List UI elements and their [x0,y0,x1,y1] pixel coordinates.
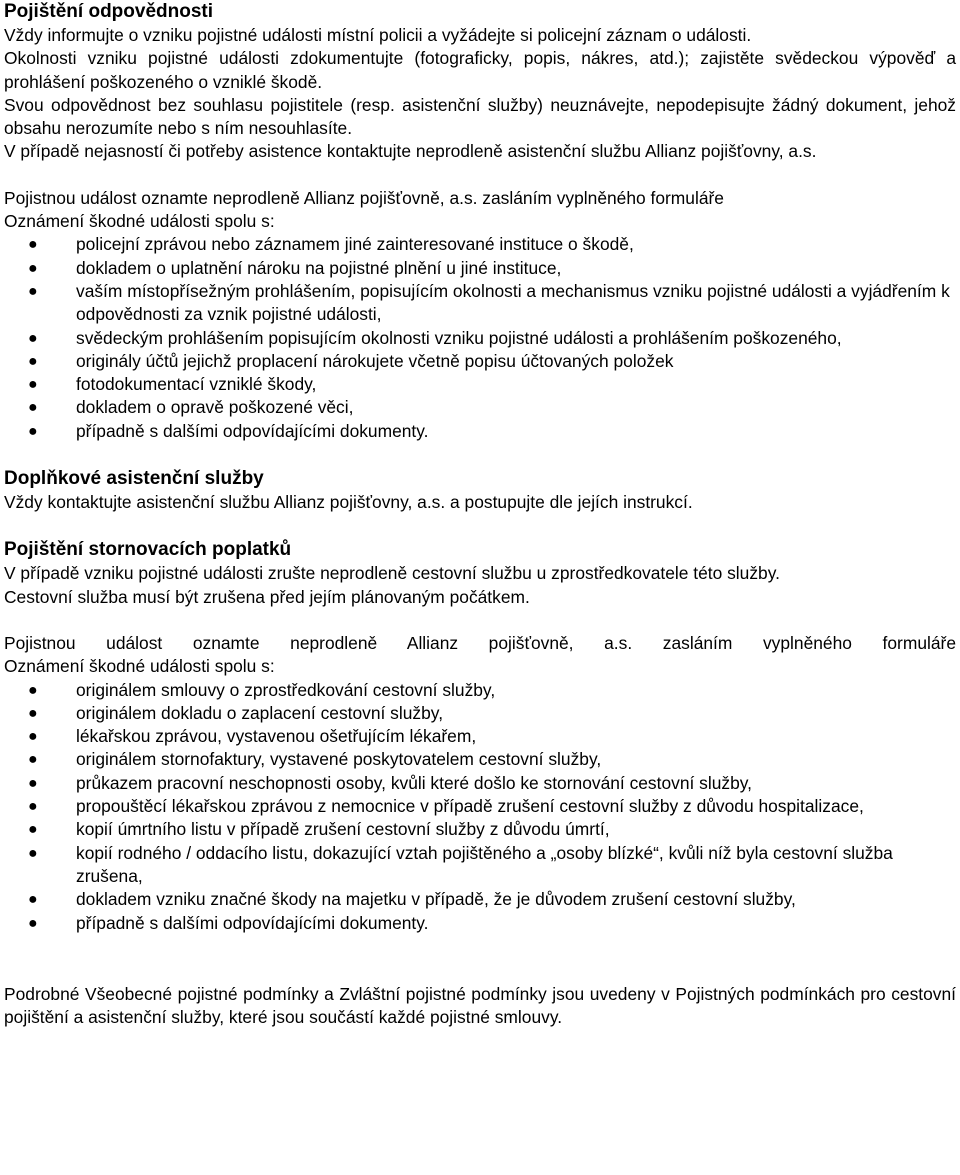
bullet-icon: ● [28,704,38,722]
list-item-text: policejní zprávou nebo záznamem jiné zainteresované instituce o škodě, [76,234,634,255]
document-list-cancellation [4,679,956,935]
spacer [4,514,956,538]
bullet-icon: ● [28,891,38,909]
paragraph: Vždy kontaktujte asistenční službu Allianz pojišťovny, a.s. a postupujte dle jejích instrukcí. [4,492,693,513]
section-title-liability: Pojištění odpovědnosti [4,1,214,22]
footer-note: Podrobné Všeobecné pojistné podmínky a Zvláštní pojistné podmínky jsou uvedeny v Pojistných podmínkách pro cestovní pojištění a asistenční služby, které jsou součástí každé pojistné smlouvy. [4,983,956,1028]
bullet-icon: ● [28,914,38,932]
list-item [4,327,956,350]
paragraph: V případě vzniku pojistné události zrušte neprodleně cestovní službu u zprostředkovatele této služby. [4,563,780,584]
list-item-text: kopií úmrtního listu v případě zrušení cestovní služby z důvodu úmrtí, [76,819,610,840]
bullet-icon: ● [28,751,38,769]
list-item [4,772,956,795]
paragraph: Okolnosti vzniku pojistné události zdokumentujte (fotograficky, popis, nákres, atd.); zajistěte svědeckou výpověď a prohlášení poškozeného o vzniklé škodě. [4,48,956,92]
list-item-text: dokladem o uplatnění nároku na pojistné plnění u jiné instituce, [76,257,562,278]
list-item [4,818,956,841]
notice-intro-form: Oznámení škodné události spolu s: [4,211,275,232]
list-item [4,373,956,396]
paragraph: Vždy informujte o vzniku pojistné události místní policii a vyžádejte si policejní záznam o události. [4,25,752,45]
list-item-text: svědeckým prohlášením popisujícím okolnosti vzniku pojistné události a prohlášením poškozeného, [76,327,842,348]
bullet-icon: ● [28,376,38,394]
spacer [4,443,956,467]
bullet-icon: ● [28,236,38,254]
list-item [4,233,956,256]
document-list-liability [4,233,956,443]
spacer [4,609,956,632]
list-item-text: kopií rodného / oddacího listu, dokazující vztah pojištěného a „osoby blízké“, kvůli níž byla cestovní služba zrušena, [76,842,893,886]
bullet-icon: ● [28,352,38,370]
list-item-text: originálem smlouvy o zprostředkování cestovní služby, [76,679,496,700]
notice-intro: Pojistnou událost oznamte neprodleně Allianz pojišťovně, a.s. zasláním vyplněného formuláře [4,632,956,653]
bullet-icon: ● [28,422,38,440]
list-item [4,795,956,818]
notice-intro: Pojistnou událost oznamte neprodleně Allianz pojišťovně, a.s. zasláním vyplněného formuláře [4,187,724,208]
list-item-text: případně s dalšími odpovídajícími dokumenty. [76,912,429,933]
bullet-icon: ● [28,774,38,792]
list-item [4,725,956,748]
list-item [4,702,956,725]
bullet-icon: ● [28,844,38,862]
list-item-text: lékařskou zprávou, vystavenou ošetřujícím lékařem, [76,726,477,747]
list-item [4,888,956,911]
list-item [4,280,956,327]
spacer [4,164,956,187]
list-item [4,679,956,702]
bullet-icon: ● [28,329,38,347]
paragraph: Cestovní služba musí být zrušena před jejím plánovaným počátkem. [4,586,530,607]
list-item [4,748,956,771]
list-item-text: vaším místopřísežným prohlášením, popisujícím okolnosti a mechanismus vzniku pojistné události a vyjádřením k odpovědnosti za vznik pojistné události, [76,280,950,325]
list-item [4,842,956,889]
bullet-icon: ● [28,282,38,300]
list-item-text: originálem stornofaktury, vystavené poskytovatelem cestovní služby, [76,749,602,770]
bullet-icon: ● [28,259,38,277]
list-item [4,396,956,419]
bullet-icon: ● [28,681,38,699]
notice-intro-form: Oznámení škodné události spolu s: [4,656,275,677]
list-item-text: průkazem pracovní neschopnosti osoby, kvůli které došlo ke stornování cestovní služby, [76,772,753,793]
section-title-assistance: Doplňkové asistenční služby [4,468,264,490]
list-item [4,350,956,373]
bullet-icon: ● [28,728,38,746]
paragraph: Svou odpovědnost bez souhlasu pojistitele (resp. asistenční služby) neuznávejte, nepodepisujte žádný dokument, jehož obsahu nerozumíte nebo s ním nesouhlasíte. [4,94,956,139]
list-item-text: propouštěcí lékařskou zprávou z nemocnice v případě zrušení cestovní služby z důvodu hospitalizace, [76,796,864,817]
list-item-text: dokladem vzniku značné škody na majetku v případě, že je důvodem zrušení cestovní služby, [76,889,796,910]
list-item-text: originálem dokladu o zaplacení cestovní služby, [76,702,444,723]
spacer [4,935,956,983]
section-title-cancellation: Pojištění stornovacích poplatků [4,539,292,561]
list-item-text: dokladem o opravě poškozené věci, [76,397,354,418]
list-item-text: originály účtů jejichž proplacení nárokujete včetně popisu účtovaných položek [76,350,674,371]
list-item-text: případně s dalšími odpovídajícími dokumenty. [76,420,429,441]
list-item [4,912,956,935]
list-item [4,257,956,280]
list-item-text: fotodokumentací vzniklé škody, [76,374,317,395]
bullet-icon: ● [28,821,38,839]
list-item [4,420,956,443]
bullet-icon: ● [28,399,38,417]
bullet-icon: ● [28,798,38,816]
paragraph: V případě nejasností či potřeby asistence kontaktujte neprodleně asistenční službu Allianz pojišťovny, a.s. [4,141,817,162]
